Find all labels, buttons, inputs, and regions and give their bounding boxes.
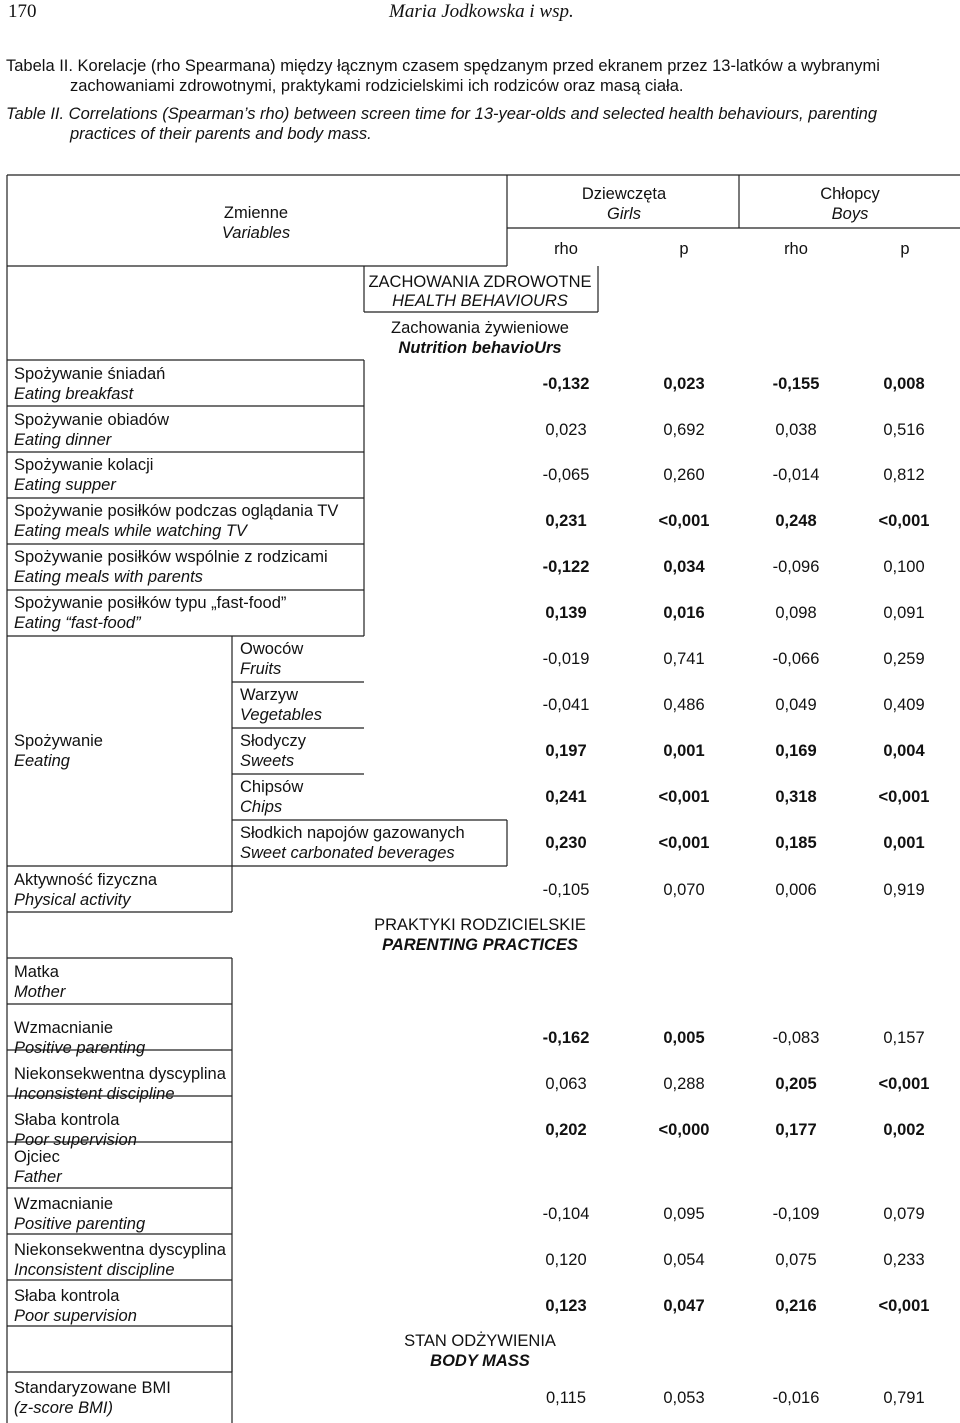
cell-rho-b: 0,098 bbox=[775, 604, 817, 622]
cell-p-g: 0,047 bbox=[663, 1297, 705, 1315]
row-label-pl: Spożywanie posiłków podczas oglądania TV bbox=[14, 502, 339, 520]
cell-p-g: 0,288 bbox=[663, 1075, 705, 1093]
cell-rho-g: 0,197 bbox=[545, 742, 587, 760]
cell-p-g: <0,001 bbox=[658, 788, 710, 806]
cell-rho-g: 0,063 bbox=[545, 1075, 587, 1093]
cell-rho-g: 0,115 bbox=[545, 1389, 587, 1407]
row-label-pl: Słaba kontrola bbox=[14, 1287, 120, 1305]
cell-rho-g: -0,132 bbox=[542, 375, 590, 393]
row-label-en: Eating meals while watching TV bbox=[14, 522, 247, 540]
cell-p-g: 0,070 bbox=[663, 881, 705, 899]
caption-en-line1: Table II. Correlations (Spearman’s rho) between screen time for 13-year-olds and selected health behaviours, parenting bbox=[6, 105, 878, 123]
cell-rho-g: -0,019 bbox=[542, 650, 590, 668]
cell-rho-g: 0,123 bbox=[545, 1297, 587, 1315]
cell-rho-b: 0,038 bbox=[775, 421, 817, 439]
bodymass-section-en: BODY MASS bbox=[430, 1352, 530, 1370]
cell-p-b: 0,409 bbox=[883, 696, 925, 714]
parenting-section-pl: PRAKTYKI RODZICIELSKIE bbox=[374, 916, 586, 934]
father-group-en: Father bbox=[14, 1168, 62, 1186]
cell-p-g: <0,000 bbox=[658, 1121, 710, 1139]
cell-p-g: 0,005 bbox=[663, 1029, 705, 1047]
cell-rho-g: 0,202 bbox=[545, 1121, 587, 1139]
cell-p-g: 0,486 bbox=[663, 696, 705, 714]
row-label-pl: Niekonsekwentna dyscyplina bbox=[14, 1241, 226, 1259]
row-label-en: Vegetables bbox=[240, 706, 322, 724]
cell-rho-b: -0,016 bbox=[772, 1389, 820, 1407]
health-section-pl: ZACHOWANIA ZDROWOTNE bbox=[368, 273, 592, 291]
cell-p-b: <0,001 bbox=[878, 788, 930, 806]
cell-p-b: <0,001 bbox=[878, 1297, 930, 1315]
girls-header-pl: Dziewczęta bbox=[581, 185, 667, 203]
cell-rho-g: -0,065 bbox=[542, 466, 590, 484]
row-label-pl: Słaba kontrola bbox=[14, 1111, 120, 1129]
cell-rho-b: -0,083 bbox=[772, 1029, 820, 1047]
page-number: 170 bbox=[8, 1, 37, 22]
row-label-en: Poor supervision bbox=[14, 1307, 137, 1325]
row-label-pl: Owoców bbox=[240, 640, 304, 658]
cell-p-g: 0,016 bbox=[663, 604, 705, 622]
caption-pl-line2: zachowaniami zdrowotnymi, praktykami rodzicielskimi ich rodziców oraz masą ciała. bbox=[70, 77, 684, 95]
bodymass-section-pl: STAN ODŻYWIENIA bbox=[404, 1332, 556, 1350]
cell-rho-b: -0,066 bbox=[772, 650, 820, 668]
cell-rho-b: 0,049 bbox=[775, 696, 817, 714]
row-label-en: Fruits bbox=[240, 660, 282, 678]
cell-p-g: 0,034 bbox=[663, 558, 705, 576]
cell-rho-b: 0,318 bbox=[775, 788, 817, 806]
cell-rho-b: 0,185 bbox=[775, 834, 817, 852]
cell-rho-g: -0,162 bbox=[542, 1029, 590, 1047]
row-label-en: (z-score BMI) bbox=[14, 1399, 113, 1417]
row-label-en: Eating meals with parents bbox=[14, 568, 203, 586]
cell-p-b: 0,516 bbox=[883, 421, 925, 439]
cell-rho-g: 0,241 bbox=[545, 788, 587, 806]
row-label-en: Chips bbox=[240, 798, 283, 816]
cell-p-b: 0,100 bbox=[883, 558, 925, 576]
cell-rho-b: 0,216 bbox=[775, 1297, 817, 1315]
cell-rho-b: -0,109 bbox=[772, 1205, 820, 1223]
col-p-boys: p bbox=[900, 240, 910, 258]
cell-rho-b: 0,248 bbox=[775, 512, 817, 530]
cell-rho-g: -0,104 bbox=[542, 1205, 590, 1223]
cell-p-b: 0,812 bbox=[883, 466, 925, 484]
cell-rho-b: -0,155 bbox=[772, 375, 820, 393]
variables-header-pl: Zmienne bbox=[223, 204, 289, 222]
cell-rho-g: 0,120 bbox=[545, 1251, 587, 1269]
cell-rho-g: 0,231 bbox=[545, 512, 587, 530]
eating-group-en: Eeating bbox=[14, 752, 70, 770]
cell-p-g: 0,692 bbox=[663, 421, 705, 439]
cell-p-b: 0,233 bbox=[883, 1251, 925, 1269]
cell-p-b: 0,157 bbox=[883, 1029, 925, 1047]
row-label-en: Inconsistent discipline bbox=[14, 1261, 175, 1279]
health-section-en: HEALTH BEHAVIOURS bbox=[392, 292, 568, 310]
caption-en-line2: practices of their parents and body mass. bbox=[70, 125, 372, 143]
cell-rho-b: -0,096 bbox=[772, 558, 820, 576]
running-title: Maria Jodkowska i wsp. bbox=[389, 1, 574, 22]
row-label-en: Poor supervision bbox=[14, 1131, 137, 1149]
cell-p-b: 0,919 bbox=[883, 881, 925, 899]
nutrition-section-en: Nutrition behavioUrs bbox=[398, 339, 562, 357]
cell-p-g: 0,023 bbox=[663, 375, 705, 393]
caption-pl-line1: Tabela II. Korelacje (rho Spearmana) między łącznym czasem spędzanym przed ekranem przez 13-latków a wybranymi bbox=[6, 57, 880, 75]
row-label-pl: Wzmacnianie bbox=[14, 1019, 114, 1037]
cell-rho-g: -0,041 bbox=[542, 696, 590, 714]
cell-rho-g: 0,023 bbox=[545, 421, 587, 439]
row-label-pl: Słodkich napojów gazowanych bbox=[240, 824, 465, 842]
row-label-pl: Standaryzowane BMI bbox=[14, 1379, 171, 1397]
cell-p-b: 0,002 bbox=[883, 1121, 925, 1139]
row-label-pl: Spożywanie posiłków wspólnie z rodzicami bbox=[14, 548, 328, 566]
cell-rho-b: -0,014 bbox=[772, 466, 820, 484]
cell-rho-g: -0,122 bbox=[542, 558, 590, 576]
row-label-en: Positive parenting bbox=[14, 1215, 146, 1233]
row-label-pl: Aktywność fizyczna bbox=[14, 871, 158, 889]
row-label-pl: Wzmacnianie bbox=[14, 1195, 114, 1213]
cell-p-b: 0,259 bbox=[883, 650, 925, 668]
row-label-pl: Warzyw bbox=[240, 686, 299, 704]
boys-header-en: Boys bbox=[831, 205, 869, 223]
cell-p-b: 0,001 bbox=[883, 834, 925, 852]
cell-p-g: 0,741 bbox=[663, 650, 705, 668]
col-rho-boys: rho bbox=[784, 240, 808, 258]
row-label-pl: Słodyczy bbox=[240, 732, 307, 750]
cell-rho-b: 0,205 bbox=[775, 1075, 817, 1093]
mother-group-en: Mother bbox=[14, 983, 66, 1001]
row-label-en: Sweets bbox=[240, 752, 295, 770]
row-label-pl: Spożywanie obiadów bbox=[14, 411, 170, 429]
row-label-en: Eating “fast-food” bbox=[14, 614, 141, 632]
row-label-en: Positive parenting bbox=[14, 1039, 146, 1057]
cell-p-b: 0,091 bbox=[883, 604, 925, 622]
cell-rho-b: 0,075 bbox=[775, 1251, 817, 1269]
cell-p-g: 0,054 bbox=[663, 1251, 705, 1269]
cell-rho-b: 0,169 bbox=[775, 742, 817, 760]
row-label-pl: Niekonsekwentna dyscyplina bbox=[14, 1065, 226, 1083]
cell-p-b: 0,008 bbox=[883, 375, 925, 393]
row-label-pl: Spożywanie kolacji bbox=[14, 456, 154, 474]
variables-header-en: Variables bbox=[221, 224, 291, 242]
cell-p-g: 0,053 bbox=[663, 1389, 705, 1407]
cell-p-b: 0,004 bbox=[883, 742, 925, 760]
cell-p-b: 0,791 bbox=[883, 1389, 925, 1407]
col-rho-girls: rho bbox=[554, 240, 578, 258]
row-label-en: Physical activity bbox=[14, 891, 131, 909]
mother-group-pl: Matka bbox=[14, 963, 59, 981]
row-label-en: Eating breakfast bbox=[14, 385, 134, 403]
row-label-en: Inconsistent discipline bbox=[14, 1085, 175, 1103]
boys-header-pl: Chłopcy bbox=[820, 185, 880, 203]
parenting-section-en: PARENTING PRACTICES bbox=[382, 936, 578, 954]
row-label-en: Eating dinner bbox=[14, 431, 112, 449]
nutrition-section-pl: Zachowania żywieniowe bbox=[391, 319, 569, 337]
row-label-en: Eating supper bbox=[14, 476, 116, 494]
cell-p-g: <0,001 bbox=[658, 512, 710, 530]
cell-p-g: 0,260 bbox=[663, 466, 705, 484]
col-p-girls: p bbox=[679, 240, 689, 258]
cell-rho-g: 0,139 bbox=[545, 604, 587, 622]
cell-p-g: 0,095 bbox=[663, 1205, 705, 1223]
cell-p-g: <0,001 bbox=[658, 834, 710, 852]
row-label-pl: Chipsów bbox=[240, 778, 304, 796]
cell-p-g: 0,001 bbox=[663, 742, 705, 760]
cell-p-b: 0,079 bbox=[883, 1205, 925, 1223]
cell-p-b: <0,001 bbox=[878, 512, 930, 530]
cell-rho-b: 0,006 bbox=[775, 881, 817, 899]
eating-group-pl: Spożywanie bbox=[14, 732, 103, 750]
row-label-pl: Spożywanie śniadań bbox=[14, 365, 166, 383]
cell-p-b: <0,001 bbox=[878, 1075, 930, 1093]
girls-header-en: Girls bbox=[607, 205, 641, 223]
cell-rho-b: 0,177 bbox=[775, 1121, 817, 1139]
row-label-en: Sweet carbonated beverages bbox=[240, 844, 455, 862]
row-label-pl: Spożywanie posiłków typu „fast-food” bbox=[14, 594, 287, 612]
cell-rho-g: 0,230 bbox=[545, 834, 587, 852]
cell-rho-g: -0,105 bbox=[542, 881, 590, 899]
father-group-pl: Ojciec bbox=[14, 1148, 60, 1166]
